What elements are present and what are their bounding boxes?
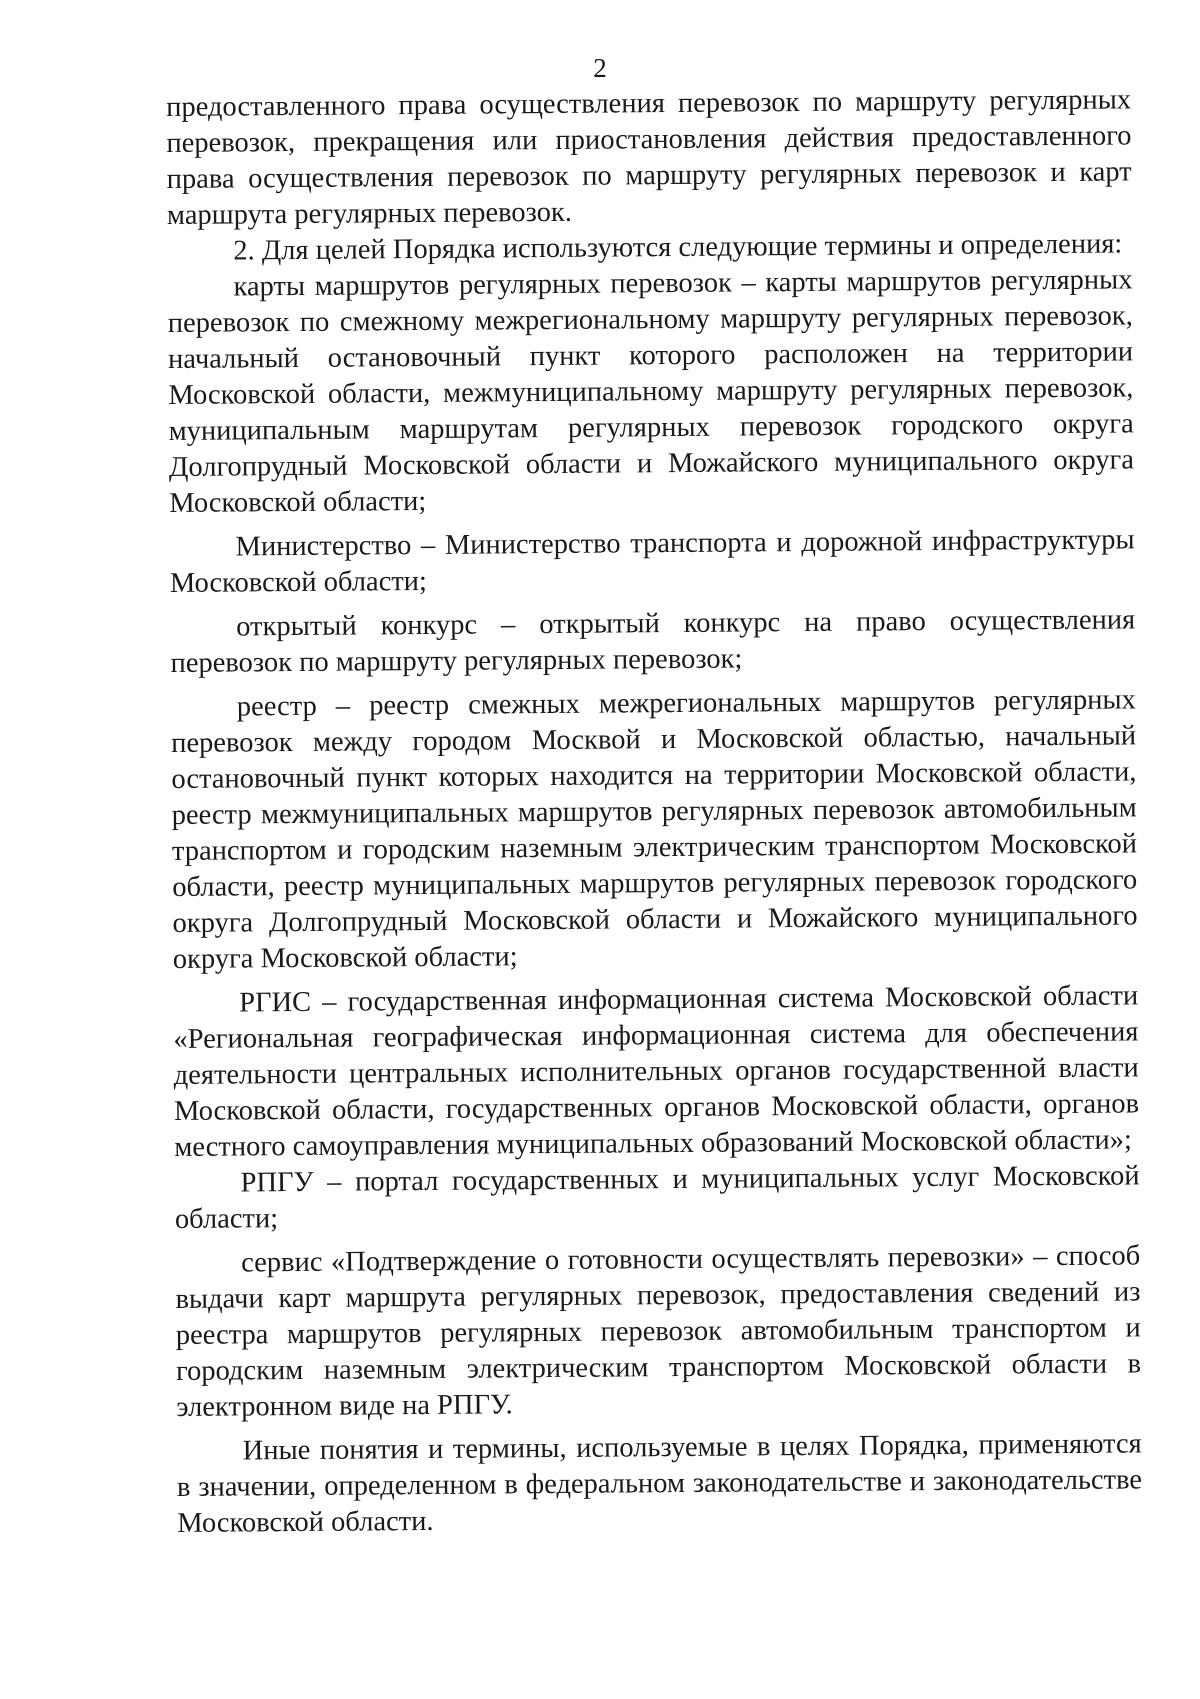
- paragraph-continuation: предоставленного права осуществления перевозок по маршруту регулярных перевозок, прекращения или приостановления действия предоставленного права осуществления перевозок по маршруту регулярных перевозок и карт маршрута регулярных перевозок.: [166, 84, 1132, 231]
- definition-route-maps: карты маршрутов регулярных перевозок – карты маршрутов регулярных перевозок по смежному межрегиональному маршруту регулярных перевозок, начальный остановочный пункт которого расположен на территории Московской области, межмуниципальному маршруту регулярных перевозок, муниципальным маршрутам регулярных перевозок городского округа Долгопрудный Московской области и Можайского муниципального округа Московской области;: [167, 264, 1135, 519]
- paragraph-item-2: 2. Для целей Порядка используются следующие термины и определения:: [233, 228, 1123, 267]
- definition-rgis: РГИС – государственная информационная система Московской области «Региональная географическая информационная система для обеспечения деятельности центральных исполнительных органов государственной власти Московской области, государственных органов Московской области, органов местного самоуправления муниципальных образований Московской области»;: [173, 980, 1140, 1163]
- page-number: 2: [593, 53, 607, 83]
- definition-service: сервис «Подтверждение о готовности осуществлять перевозки» – способ выдачи карт маршрута регулярных перевозок, предоставления сведений из реестра маршрутов регулярных перевозок автомобильным транспортом и городским наземным электрическим транспортом Московской области в электронном виде на РПГУ.: [175, 1240, 1142, 1423]
- definition-registry: реестр – реестр смежных межрегиональных маршрутов регулярных перевозок между городом Москвой и Московской областью, начальный остановочный пункт которых находится на территории Московской области, реестр межмуниципальных маршрутов регулярных перевозок автомобильным транспортом и городским наземным электрическим транспортом Московской области, реестр муниципальных маршрутов регулярных перевозок городского округа Долгопрудный Московской области и Можайского муниципального округа Московской области;: [171, 684, 1138, 975]
- definition-ministry: Министерство – Министерство транспорта и дорожной инфраструктуры Московской области;: [169, 524, 1135, 599]
- paragraph-other-terms: Иные понятия и термины, используемые в целях Порядка, применяются в значении, определенном в федеральном законодательстве и законодательстве Московской области.: [176, 1428, 1143, 1539]
- definition-open-tender: открытый конкурс – открытый конкурс на право осуществления перевозок по маршруту регулярных перевозок;: [170, 604, 1136, 679]
- document-body: [166, 82, 1142, 1542]
- definition-rpgu: РПГУ – портал государственных и муниципальных услуг Московской области;: [174, 1160, 1140, 1235]
